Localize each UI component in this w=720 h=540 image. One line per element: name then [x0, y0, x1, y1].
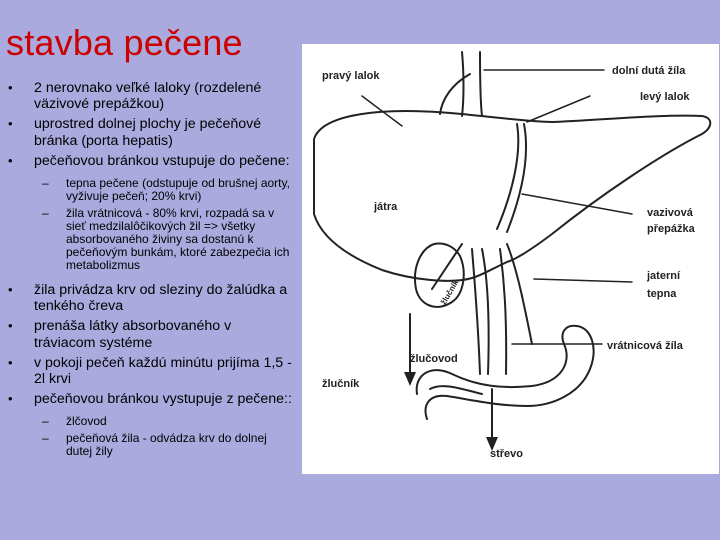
bullet-list	[8, 80, 293, 468]
arrow-head-1	[404, 372, 416, 386]
label-pravy-lalok: pravý lalok	[322, 70, 380, 82]
label-zlucnik: žlučník	[322, 378, 360, 390]
label-dolni-duta-zila: dolní dutá žíla	[612, 65, 686, 77]
bullet-item: • 2 nerovnako veľké laloky (rozdelené väzivové prepážkou)	[8, 80, 293, 112]
liver-diagram	[302, 44, 719, 474]
label-gallbladder-inside: žlučník	[438, 278, 461, 307]
bile-duct-2	[472, 249, 480, 374]
bullet-item: • pečeňovou bránkou vystupuje z pečene::	[8, 391, 293, 407]
sub-bullet-list	[8, 415, 293, 458]
sub-bullet-item: – žlčovod	[8, 415, 293, 428]
sub-bullet-list	[8, 177, 293, 272]
portal-vein-a	[482, 249, 489, 374]
label-vratnicova-zila: vrátnicová žíla	[607, 340, 683, 352]
liver-anatomy-figure	[302, 44, 719, 474]
leader-levy	[527, 96, 590, 122]
label-jaterni: jaterní	[647, 270, 681, 282]
vena-cava-branch	[440, 74, 470, 114]
intestine-2	[430, 386, 482, 394]
sub-bullet-item: – tepna pečene (odstupuje od brušnej aorty, vyživuje pečeň; 20% krvi)	[8, 177, 293, 203]
leader-jaterni	[534, 279, 632, 282]
bullet-item: • prenáša látky absorbovaného v tráviacom systéme	[8, 318, 293, 350]
bullet-item: • uprostred dolnej plochy je pečeňové bránka (porta hepatis)	[8, 116, 293, 148]
sub-bullet-item: – žila vrátnicová - 80% krvi, rozpadá sa v sieť medzilalôčikových žil => všetky absorbovaného živiny sa dostanú k pečeňovým bunkám, ktoré zabezpečia ich metabolizmus	[8, 207, 293, 272]
portal-vein-b	[500, 249, 506, 374]
vena-cava-left	[462, 52, 464, 116]
label-zlucovod: žlučovod	[410, 353, 458, 365]
bullet-item: • žila privádza krv od sleziny do žalúdka a tenkého čreva	[8, 282, 293, 314]
sub-bullet-item: – pečeňová žila - odvádza krv do dolnej dutej žily	[8, 432, 293, 458]
septum	[497, 124, 518, 229]
hepatic-artery	[507, 244, 532, 344]
label-jatra: játra	[374, 201, 398, 213]
label-tepna: tepna	[647, 288, 677, 300]
bullet-item: • v pokoji pečeň každú minútu prijíma 1,5 - 2l krvi	[8, 355, 293, 387]
label-levy-lalok: levý lalok	[640, 91, 690, 103]
label-strevo: střevo	[490, 448, 524, 460]
slide-title: stavba pečene	[6, 22, 243, 63]
vena-cava-right	[480, 52, 482, 116]
bullet-item: • pečeňovou bránkou vstupuje do pečene:	[8, 153, 293, 169]
label-vazivova: vazivová	[647, 207, 693, 219]
septum-inner	[507, 124, 526, 232]
label-prepazka: přepážka	[647, 223, 695, 235]
leader-vazivova	[522, 194, 632, 214]
